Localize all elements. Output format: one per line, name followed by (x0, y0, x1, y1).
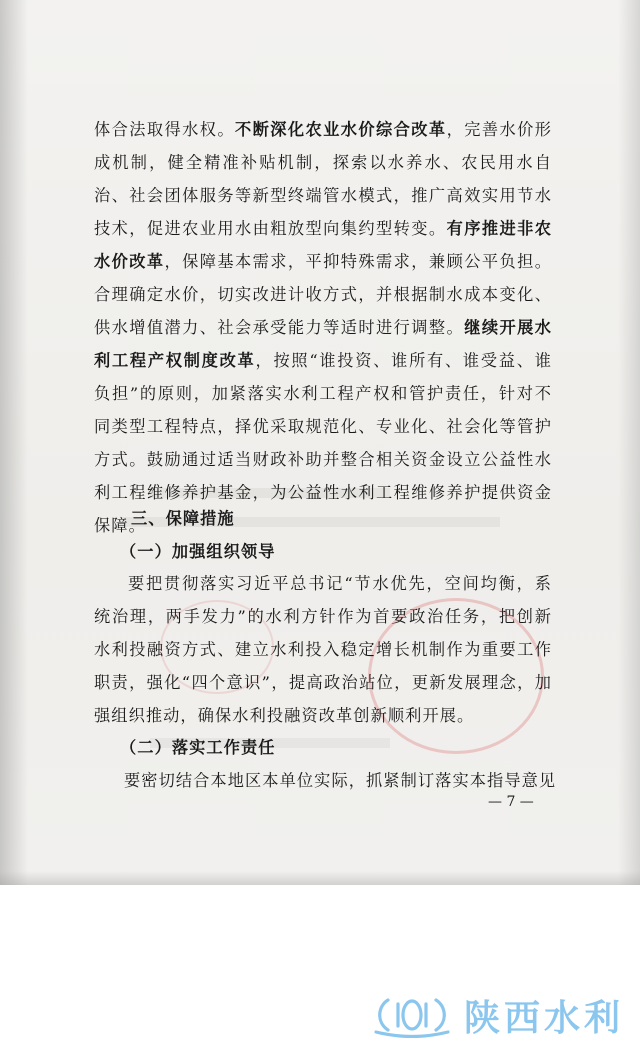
section-heading: 三、保障措施 (131, 509, 235, 528)
watermark-logo (370, 990, 624, 1040)
bold-phrase-agri-water-price: 不断深化农业水价综合改革 (235, 120, 447, 139)
page-shadow-bottom (0, 871, 640, 885)
subsection-title-1: （一）加强组织领导 (120, 542, 276, 561)
text-run: 体合法取得水权。 (94, 120, 236, 139)
page-shadow-left (0, 0, 28, 885)
watermark-text: 陕西水利 (464, 997, 625, 1039)
text-run: ，按照“谁投资、谁所有、谁受益、谁负担”的原则，加紧落实水利工程产权和管护责任，针对不同类型工程特点，择优采取规范化、专业化、社会化等管护方式。鼓励通过适当财政补助并整合相关资金设立公益性水利工程维修养护基金，为公益性水利工程维修养护提供资金保障。 (94, 351, 552, 535)
bold-phrase-property-rights: 继续开展水利工程产权制度改革 (94, 318, 553, 370)
bold-phrase-non-agri-water-price: 有序推进非农水价改革 (94, 219, 552, 271)
water-drop-logo-icon (370, 992, 454, 1038)
paragraph-organization: 要把贯彻落实习近平总书记“节水优先，空间均衡，系统治理，两手发力”的水利方针作为首要政治任务，把创新水利投融资方式、建立水利投入稳定增长机制作为重要工作职责，强化“四个意识”，提高政治站位，更新发展理念，加强组织推动，确保水利投融资改革创新顺利开展。 (94, 574, 552, 725)
paragraph-responsibility: 要密切结合本地区本单位实际，抓紧制订落实本指导意见 (124, 771, 557, 790)
subsection-title-2: （二）落实工作责任 (120, 738, 276, 757)
page-shadow-right (618, 0, 640, 885)
page-number: — 7 — (488, 794, 534, 810)
text-run: ，保障基本需求，平抑特殊需求，兼顾公平负担。合理确定水价，切实改进计收方式，并根据制水成本变化、供水增值潜力、社会承受能力等适时进行调整。 (94, 252, 552, 337)
paragraph-reform (94, 113, 552, 542)
text-run: ，完善水价形成机制，健全精准补贴机制，探索以水养水、农民用水自治、社会团体服务等新型终端管水模式，推广高效实用节水技术，促进农业用水由粗放型向集约型转变。 (94, 120, 552, 238)
